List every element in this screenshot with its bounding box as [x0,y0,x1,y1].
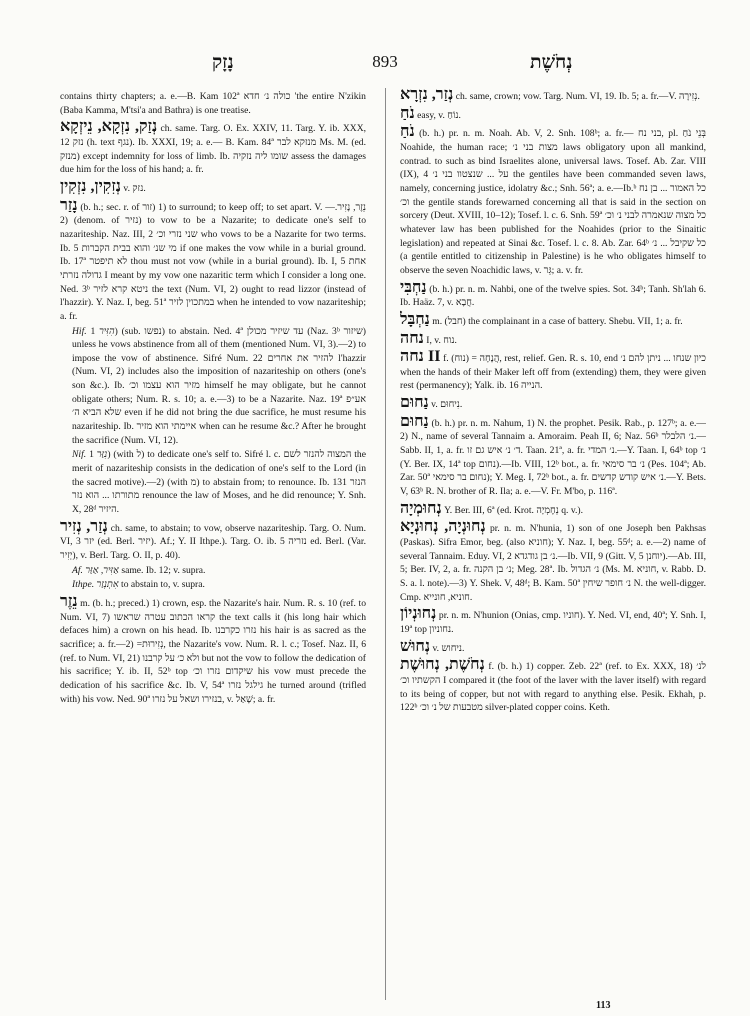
subentry-label: Nif. נִזַּר [72,449,108,461]
entry-text: (b. h.) pr. n. m. Nahum, 1) N. the prophet. Pesik. Rab., p. 127ᵇ; a. e.—2) N., name of several Tannaim a. Amoraim. Peah II, 6; Naz. 56ᵇ נ׳ הלבלר.—Sabb. II, 1, a. fr. ד׳ נ׳ איש גם זו. Taan. 21ª, a. fr. נ׳ המדי.—Y. Taan. I, 64ᵇ top נ׳ (Y. Ber. IX, 14ª top נחום).—Ib. VIII, 12ᵇ bot., a. fr. נ׳ בר סימאי (Pes. 104ª; Ab. Zar. 50ª נחום בר סימאי); Y. Meg. I, 72ᵇ bot., a. fr. נ׳ איש קודש קדשים.—Y. Bets. V, 63ᵇ R. N. brother of R. Ila; a. e.—V. Fr. M'bo, p. 116ª. [400,417,706,498]
right-running-head: נְחֹשֶׁת [530,52,573,73]
dictionary-entry [400,394,706,412]
subentry-label: Hif. הִזִּיר [72,325,115,337]
dictionary-entry [60,178,366,196]
headword: נְחוּנְיוֹן [400,605,437,623]
dictionary-entry [60,518,366,563]
page-number: 893 [372,52,398,71]
entry-text: (b. h.) pr. n. m. Noah. Ab. V, 2. Snh. 108ᵇ; a. fr.— בני נח, pl. בְּנֵי נֹחַ Noahide, the human race; מצות בני נ׳ laws obligatory upon all mankind, contrad. to such as bind Israelites alone, universal laws. Tosef. Ab. Zar. VIII (IX), 4 על ... שנצטוו בני נ׳ the gentiles have been commanded seven laws, namely, concerning justice, idolatry &c.; Snh. 56ª; a. e.—Ib.ᵇ כל האמור ... בן נח וכ׳ the gentile stands forewarned concerning all that is said in the section on sorcery (Deut. XVIII, 10–12); Tosef. l. c. 6. Snh. 59ª כל מצוה שנאמרה לבני נ׳ וכ׳ whatever law has been published for the Noahides (prior to the Sinaitic legislation) and repeated at Sinai &c. Tosef. l. c. 8. Ab. Zar. 64ᵇ כל שקיבל ... נ׳ (a gentile entitled to citizenship in Palestine) is he who obligates himself to observe the seven Noachidic laws, v. גֵּר; a. v. fr. [400,128,706,276]
entry-text: v. נִיחוּם. [431,399,463,411]
dictionary-subentry [60,448,366,516]
entry-text: 1) (sub. נפשו) to abstain. Ned. 4ª עד שיזיר מכולן (Naz. 3ᵇ שיזור) unless he vows abstinence from all of them (mentioned Num. VI, 3).—2) to impose the vow of abstinence. Sifré Num. 22 להזיר את אחרים l'hazzir (Num. VI, 2) includes also the imposition of nazariteship on others (one's son &c.). Ib. מזיר הוא עצמו וכ׳ himself he may obligate, but he cannot obligate others; Num. R. s. 10; a. e.—3) to be a Nazarite. Naz. 19ª אע״פ שלא הביא ה׳ even if he did not bring the due sacrifice, he must resume his nazariteship. Ib. איימתי הוא מזיר when can he resume &c.? After he brought the sacrifice (Num. VI, 12). [72,325,366,446]
entry-text: (b. h.; sec. r. of זור) 1) to surround; to keep off; to set apart. V. נֵזֶר, נָזִיר.—2) (denom. of נזיר) to vow to be a Nazarite; to dedicate one's self to nazariteship. Naz. III, 2 שני נזרי וכ׳ who vows to be a Nazarite for two terms. Ib. 5 מי שנ׳ והוא בבית הקברות if one makes the vow while in a burial ground. Ib. 17ª לא תיפטר thou must not vow (while in a burial ground). Ib. I, 5 אחת גדולה נזרתי I meant by my vow one nazaritic term which I consider a long one. Ned. 3ᵇ ניטא קרא לזיר the text (Num. VI, 2) ought to read lizzor (instead of l'hazzir). Y. Naz. I, beg. 51ª במתכוין לזיר when he intended to vow nazariteship; a. fr. [60,201,366,322]
dictionary-subentry [60,325,366,448]
subentry-label: Ithpe. אִתְנְזַר [72,579,119,591]
entry-text: v. ניחוש. [432,642,465,654]
dictionary-entry [400,348,706,393]
entry-text: f. (נוח) = הֲנָחָה, rest, relief. Gen. R. s. 10, end כיון שנחו ... ניתן להם נ׳ when the hands of their Maker left off from (extending) them, they were given rest (permanency); Yalk. ib. 16 הנייה. [400,353,706,392]
entry-text: I, v. נוח. [426,334,457,346]
entry-text: pr. n. m. N'hunion (Onias, cmp. חוניו). Y. Ned. VI, end, 40ª; Y. Snh. I, 19ª top נחוניון. [400,610,706,635]
headword: נַחוּם [400,412,429,430]
headword: נַחְבִּי [400,278,427,296]
entry-text: v. נזק. [123,182,146,194]
entry-text: f. (b. h.) 1) copper. Zeb. 22ª (ref. to Ex. XXX, 18) לנ׳ הקשתיו וכ׳ I compared it (the foot of the laver with the laver itself) with regard to its being of copper, but not with regard to anything else. Pesik. Ekhah, p. 122ᵇ מטבעות של נ׳ וכ׳ silver-plated copper coins. Keth. [400,661,706,714]
right-column [400,86,706,1001]
headword: נְחֹשֶׁת, נְחוּשֶׁת [400,656,485,674]
headword: נְחוּשׁ [400,637,431,655]
entry-text: pr. n. m. N'hunia, 1) son of one Joseph ben Pakhsas (Paskas). Sifra Emor, beg. (also חוניא); Y. Naz. I, beg. 55ᵈ; a. e.—2) name of several Tannaim. Eduy. VI, 2 נ׳ בן גודגדא.—Ib. VII, 9 (Gitt. V, 5 יוחנן).—Ab. III, 5; Ber. IV, 2, a. fr. נ׳ בן הקנה; Meg. 28ª. Ib. נ׳ הגדול (Ms. M. חוניא, v. Rabb. D. S. a. l. note).—3) Y. Shek. V, 48ᵈ; B. Kam. 50ª נ׳ חופר שיחין N. the well-digger. Cmp. חוניא, חונייא. [400,523,706,603]
page-header [0,52,750,76]
column-divider [385,88,386,1000]
dictionary-entry [60,86,366,117]
headword: נַחְבָּל [400,310,430,328]
entry-text: ch. same, to abstain; to vow, observe nazariteship. Targ. O. Num. VI, 3 יזר (ed. Berl. יזיר). Af.; Y. II Ithpe.). Targ. O. ib. 5 נזריה ed. Berl. (Var. יְזִיר), v. Berl. Targ. O. II, p. 40). [60,522,366,561]
dictionary-entry [60,197,366,324]
dictionary-entry [400,518,706,604]
entry-text: same. Ib. 12; v. supra. [121,564,206,576]
dictionary-entry [400,330,706,348]
headword: נחה [400,329,424,347]
headword: נְזַר, נִזְרָא [400,86,454,103]
entry-text: easy, v. נוֹחַ. [417,109,461,121]
entry-text: m. (b. h.; preced.) 1) crown, esp. the Nazarite's hair. Num. R. s. 10 (ref. to Num. VI, 7) קראו הכתוב עטרה שראשו the text calls it (his long hair which defaces him) a crown on his head. Ib. נזרו כקרבנו his hair is as sacred as the sacrifice; a. fr.—2) =נְזִירוּת, the Nazarite's vow. Num. R. l. c.; Tosef. Naz. II, 6 (ref. to Num. VI, 21) ולא כ׳ על קרבנו but not the vow to follow the dedication of his sacrifice; Y. ib. II, 52ᵇ top שיקדום נזרו וכ׳ his vow must precede the dedication of his sacrifice &c. Ib. V, 54ª גילגל נזרו he turned around (trifled with) his vow. Ned. 90ª בנזירו ושאל על נזרו, v. שָׁאַל; a. fr. [60,597,366,705]
headword: נחה II [400,348,441,366]
entry-text: m. (חבל) the complainant in a case of battery. Shebu. VII, 1; a. fr. [432,315,683,327]
entry-text: to abstain to, v. supra. [121,579,205,591]
subentry-label: Af. אַזִּיר, אַזַּר [72,564,119,576]
left-running-head: נָזָק [212,52,234,73]
entry-text: ch. same. Targ. O. Ex. XXIV, 11. Targ. Y. ib. XXX, 12 נזק (h. text נגף). Ib. XXXI, 19; a. e.— B. Kam. 84ª מנזקא לבר Ms. M. (ed. מנזק) except indemnity for loss of limb. Ib. שומו ליה נזקיה assess the damages due him for the loss of his hand; a. fr. [60,123,366,176]
entry-text: contains thirty chapters; a. e.—B. Kam 102ª כולה נ׳ חדא 'the entire N'zikin (Baba Kamma, M'tsi'a and Bathra) is one treatise. [60,91,366,116]
headword: נֵזֶר [60,592,78,610]
headword: נַחוּם [400,394,429,412]
entry-text: (b. h.) pr. n. m. Nahbi, one of the twelve spies. Sot. 34ᵇ; Tanh. Sh'lah 6. Ib. Haäz. 7, v. חֲבָא. [400,283,706,309]
dictionary-subentry [60,564,366,578]
headword: נָזַר [60,196,78,214]
headword: נְחוּנְיָה, נְחוּנְיָא [400,518,486,536]
headword: נְחוּמְיָה [400,499,442,517]
dictionary-entry [400,638,706,656]
entry-text: 1) (with ל) to dedicate one's self to. Sifré l. c. המצוה להנזר לשם the merit of nazariteship consists in the dedication of one's self to the Lord (in the sacred motive).—2) (with מ) to abstain from; to renounce. Ib. 131 הנזר מתורתו ... הוא נזר renounce the law of Moses, and he did renounce; Y. Snh. X, 28ᵈ היזיר. [72,449,366,516]
dictionary-entry [400,605,706,636]
headword: נְזִקִין, נִזְקִין [60,177,121,195]
dictionary-entry [400,279,706,310]
dictionary-entry [400,500,706,518]
dictionary-subentry [60,578,366,592]
signature-mark: 113 [596,1000,611,1011]
dictionary-entry [400,123,706,277]
headword: נְזַר, נְזִיר [60,517,108,535]
headword: נֹחַ [400,123,415,141]
left-column [60,86,366,1001]
headword: נְזַק, נִזְקָא, נֵיזְקָא [60,118,158,136]
dictionary-entry [60,593,366,706]
dictionary-entry [400,413,706,499]
dictionary-entry [60,118,366,177]
entry-text: Y. Ber. III, 6ª (ed. Krot. נְחֶמְיָה q. v.). [444,504,584,516]
dictionary-entry [400,656,706,715]
dictionary-entry [400,105,706,123]
entry-text: ch. same, crown; vow. Targ. Num. VI, 19. Ib. 5; a. fr.—V. נְזִירָה. [455,91,700,102]
headword: נֹחַ [400,104,415,122]
dictionary-entry [400,86,706,104]
dictionary-entry [400,311,706,329]
